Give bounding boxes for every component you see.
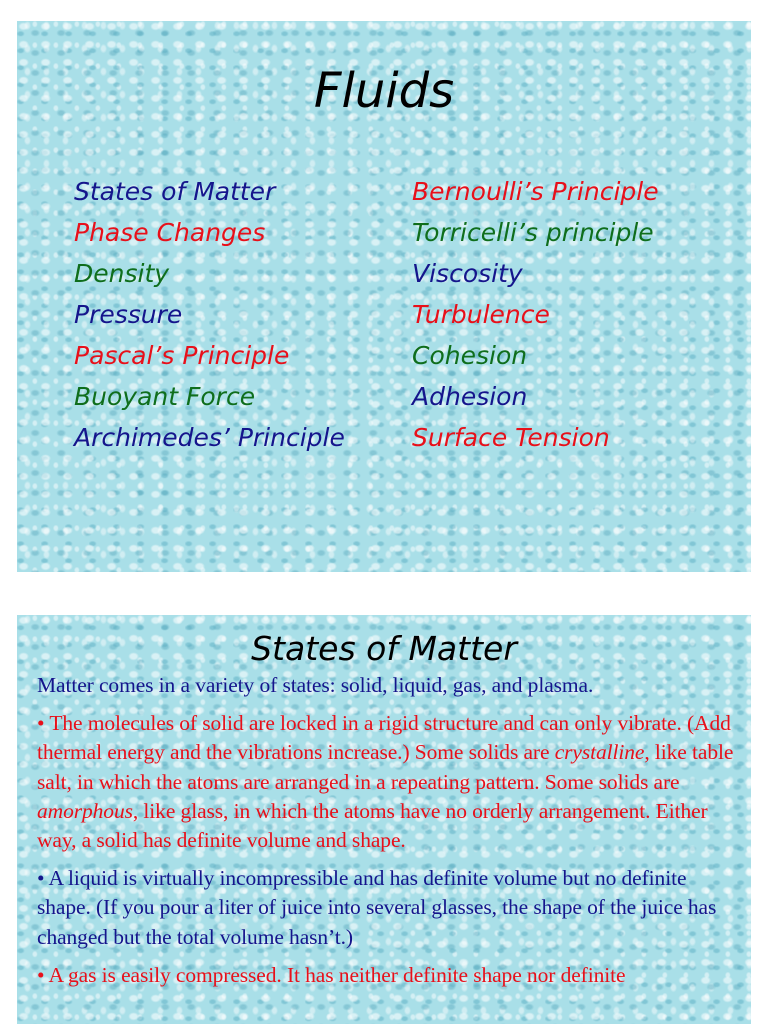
slide-states-of-matter [17,615,751,1024]
topic-item: Buoyant Force [74,382,256,411]
topic-item: Adhesion [412,382,528,411]
slide-fluids [17,21,751,572]
topic-item: Pressure [74,300,183,329]
topic-item: Torricelli’s principle [412,218,654,247]
topic-list-left [74,171,345,458]
topic-item: Turbulence [412,300,550,329]
topic-item: Viscosity [412,259,523,288]
topic-item: Archimedes’ Principle [74,423,345,452]
topic-item: Phase Changes [74,218,266,247]
topic-item: States of Matter [74,177,276,206]
topic-item: Cohesion [412,341,528,370]
slide-body [37,671,737,999]
solid-paragraph [37,709,737,855]
amorphous-term: amorphous [37,798,133,823]
topic-item: Surface Tension [412,423,610,452]
crystalline-term: crystalline [554,740,645,765]
gas-paragraph: • A gas is easily compressed. It has neither definite shape nor definite [37,962,626,987]
solid-text-2: , like table salt, in which the atoms are arranged in a repeating pattern. Some solids are [37,740,734,794]
slide-title: States of Matter [251,629,517,668]
liquid-paragraph: • A liquid is virtually incompressible and has definite volume but no definite shape. (If you pour a liter of juice into several glasses, the shape of the juice has changed but the total volume hasn’t.) [37,866,717,949]
topic-item: Density [74,259,170,288]
topic-item: Pascal’s Principle [74,341,290,370]
slide-title: Fluids [313,63,455,119]
solid-text-1: • The molecules of solid are locked in a rigid structure and can only vibrate. (Add thermal energy and the vibrations increase.) Some solids are [37,711,731,765]
solid-text-3: , like glass, in which the atoms have no orderly arrangement. Either way, a solid has definite volume and shape. [37,798,708,853]
topic-item: Bernoulli’s Principle [412,177,659,206]
intro-paragraph: Matter comes in a variety of states: solid, liquid, gas, and plasma. [37,673,594,697]
topic-list-right [412,171,659,458]
